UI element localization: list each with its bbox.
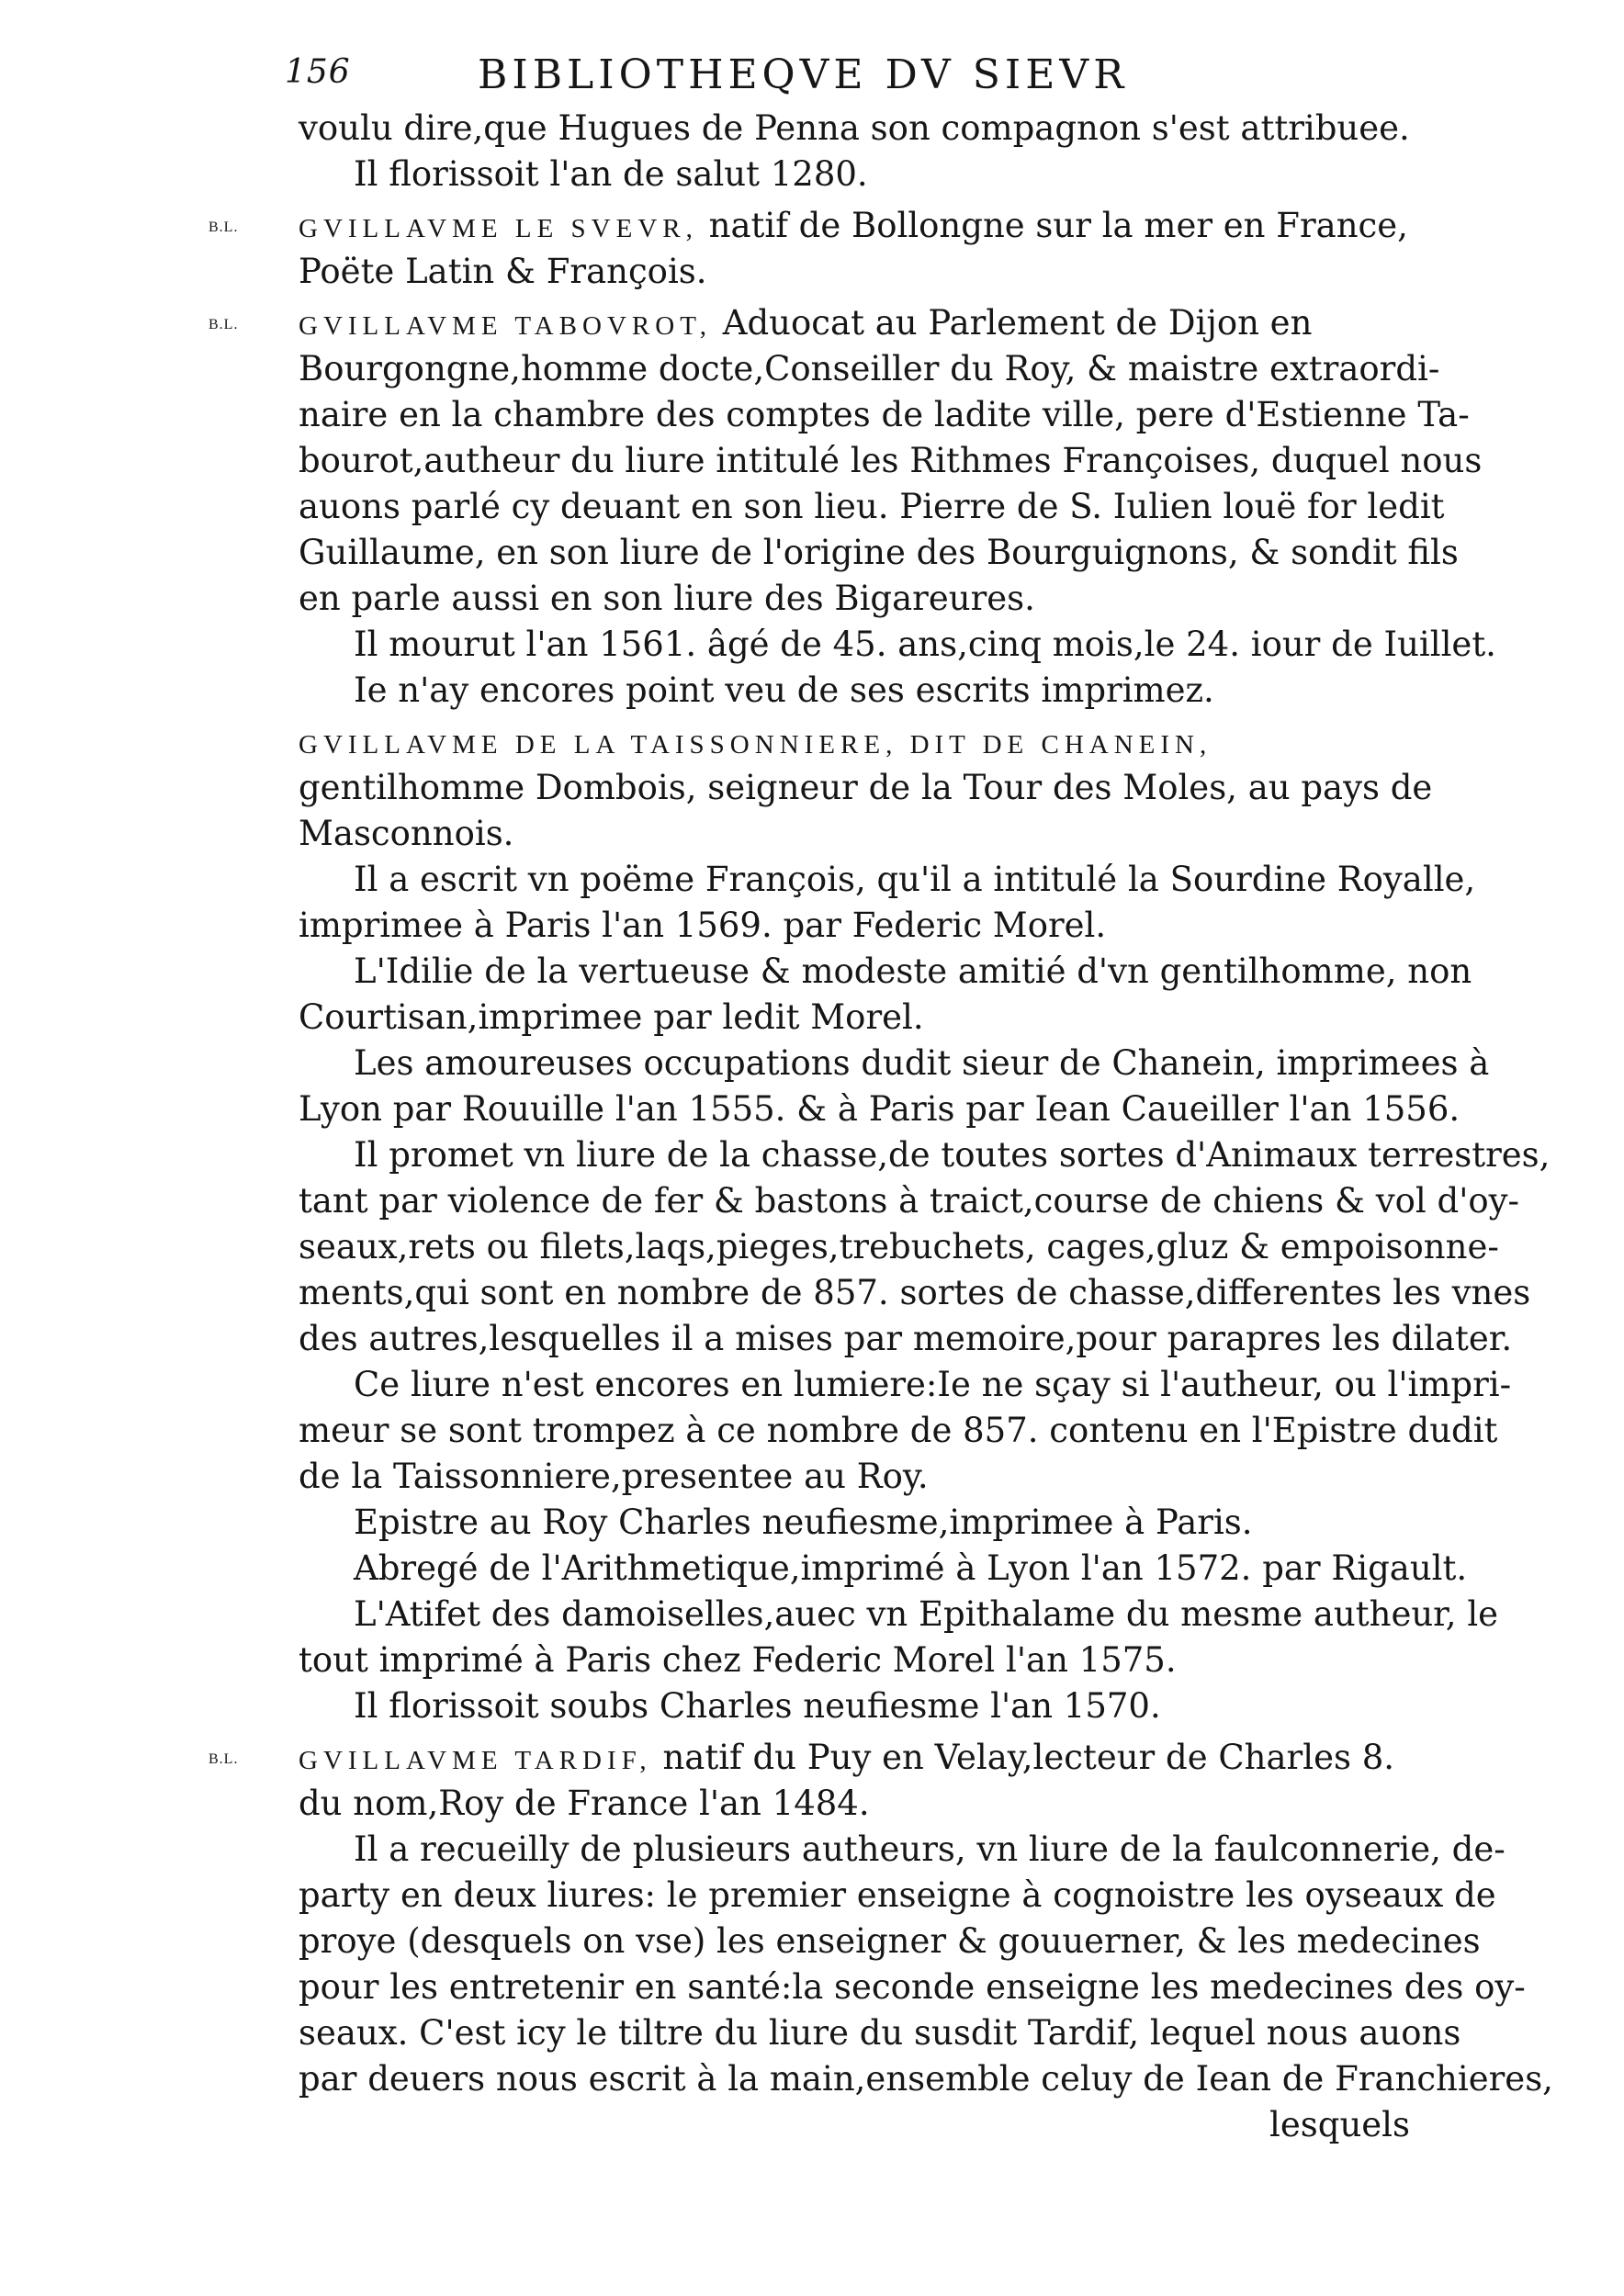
entry-heading-line xyxy=(209,203,1447,249)
author-name: GVILLAVME LE SVEVR, xyxy=(299,214,698,243)
text-line: des autres,lesquelles il a mises par memoire,pour parapres les dilater. xyxy=(299,1319,1513,1358)
text-line: Il florissoit soubs Charles neufiesme l'an 1570. xyxy=(354,1686,1161,1726)
text-line: seaux,rets ou filets,laqs,pieges,trebuchets, cages,gluz & empoisonne- xyxy=(299,1227,1499,1266)
entry-text: natif de Bollongne sur la mer en France, xyxy=(697,206,1408,245)
text-line: par deuers nous escrit à la main,ensemble celuy de Iean de Franchieres, xyxy=(299,2059,1553,2099)
text-line: Ie n'ay encores point veu de ses escrits imprimez. xyxy=(354,670,1214,710)
running-title: BIBLIOTHEQVE DV SIEVR xyxy=(478,51,1129,98)
text-line: Les amoureuses occupations dudit sieur de Chanein, imprimees à xyxy=(354,1043,1490,1083)
text-line: L'Atifet des damoiselles,auec vn Epithalame du mesme autheur, le xyxy=(354,1594,1499,1634)
margin-note: B.L. xyxy=(209,219,239,235)
text-line: pour les entretenir en santé:la seconde enseigne les medecines des oy- xyxy=(299,1967,1526,2007)
text-line: Bourgongne,homme docte,Conseiller du Roy, & maistre extraordi- xyxy=(299,349,1440,388)
catchword: lesquels xyxy=(1269,2105,1410,2144)
text-line: Il a escrit vn poëme François, qu'il a intitulé la Sourdine Royalle, xyxy=(354,860,1476,899)
entry-heading-line xyxy=(209,1735,1447,1781)
text-line: auons parlé cy deuant en son lieu. Pierre de S. Iulien louë for ledit xyxy=(299,487,1445,526)
text-line: seaux. C'est icy le tiltre du liure du susdit Tardif, lequel nous auons xyxy=(299,2013,1461,2053)
text-line: Guillaume, en son liure de l'origine des Bourguignons, & sondit fils xyxy=(299,533,1459,572)
page-number: 156 xyxy=(285,53,351,91)
author-name: GVILLAVME DE LA TAISSONNIERE, DIT DE CHANEIN, xyxy=(299,730,1212,760)
text-line: en parle aussi en son liure des Bigareures. xyxy=(299,579,1035,618)
text-line: de la Taissonniere,presentee au Roy. xyxy=(299,1457,929,1496)
text-line: voulu dire,que Hugues de Penna son compagnon s'est attribuee. xyxy=(299,108,1410,148)
text-line: Epistre au Roy Charles neufiesme,imprimee à Paris. xyxy=(354,1503,1253,1542)
margin-note: B.L. xyxy=(209,1751,239,1767)
text-line: Il promet vn liure de la chasse,de toutes sortes d'Animaux terrestres, xyxy=(354,1135,1551,1175)
text-line: Abregé de l'Arithmetique,imprimé à Lyon l'an 1572. par Rigault. xyxy=(354,1548,1468,1588)
text-line: naire en la chambre des comptes de ladite ville, pere d'Estienne Ta- xyxy=(299,395,1470,434)
text-line: L'Idilie de la vertueuse & modeste amitié d'vn gentilhomme, non xyxy=(354,951,1472,991)
text-line: bourot,autheur du liure intitulé les Rithmes Françoises, duquel nous xyxy=(299,441,1483,480)
text-line: proye (desquels on vse) les enseigner & gouuerner, & les medecines xyxy=(299,1921,1481,1961)
text-line: Ce liure n'est encores en lumiere:Ie ne sçay si l'autheur, ou l'impri- xyxy=(354,1365,1512,1404)
text-line: tant par violence de fer & bastons à traict,course de chiens & vol d'oy- xyxy=(299,1181,1520,1221)
entry-heading-line xyxy=(209,300,1447,346)
text-line: du nom,Roy de France l'an 1484. xyxy=(299,1784,870,1823)
text-line: tout imprimé à Paris chez Federic Morel l'an 1575. xyxy=(299,1640,1177,1680)
entry-text: natif du Puy en Velay,lecteur de Charles 8. xyxy=(651,1738,1395,1777)
text-line: party en deux liures: le premier enseigne à cognoistre les oyseaux de xyxy=(299,1875,1496,1915)
text-line: Lyon par Rouuille l'an 1555. & à Paris par Iean Caueiller l'an 1556. xyxy=(299,1089,1460,1129)
margin-note: B.L. xyxy=(209,317,239,332)
text-line: Il florissoit l'an de salut 1280. xyxy=(354,154,868,194)
text-line: gentilhomme Dombois, seigneur de la Tour des Moles, au pays de xyxy=(299,768,1433,807)
text-line: meur se sont trompez à ce nombre de 857. contenu en l'Epistre dudit xyxy=(299,1411,1498,1450)
text-line: Poëte Latin & François. xyxy=(299,252,707,291)
text-line: ments,qui sont en nombre de 857. sortes de chasse,differentes les vnes xyxy=(299,1273,1531,1312)
page-header xyxy=(285,48,1286,103)
entry-text: Aduocat au Parlement de Dijon en xyxy=(712,303,1313,343)
text-line: Masconnois. xyxy=(299,814,514,853)
text-line: Courtisan,imprimee par ledit Morel. xyxy=(299,997,924,1037)
author-name: GVILLAVME TABOVROT, xyxy=(299,311,713,341)
text-line: Il a recueilly de plusieurs autheurs, vn liure de la faulconnerie, de- xyxy=(354,1829,1506,1869)
text-line: Il mourut l'an 1561. âgé de 45. ans,cinq mois,le 24. iour de Iuillet. xyxy=(354,625,1496,664)
text-line: imprimee à Paris l'an 1569. par Federic Morel. xyxy=(299,906,1107,945)
text-body xyxy=(209,106,1553,2148)
entry-heading-line xyxy=(299,719,1447,765)
author-name: GVILLAVME TARDIF, xyxy=(299,1746,652,1775)
